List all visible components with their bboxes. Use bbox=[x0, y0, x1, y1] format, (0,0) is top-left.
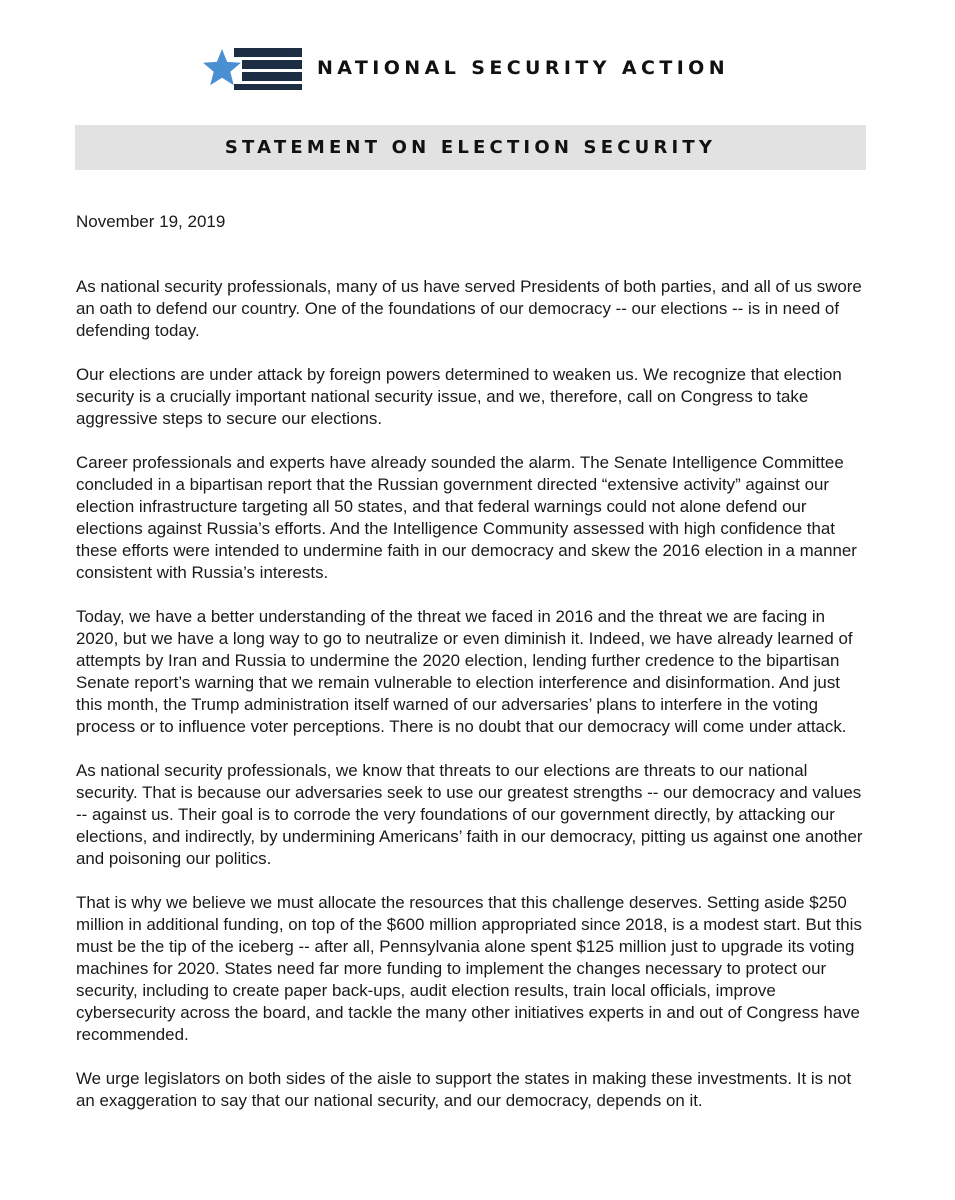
logo-stripe-top bbox=[234, 48, 302, 57]
logo-stripe-lower bbox=[242, 72, 302, 81]
paragraph: As national security professionals, we know that threats to our elections are threats to our national security. That is because our adversaries seek to use our greatest strengths -- our democracy and values -- against us. Their goal is to corrode the very foundations of our government directly, by attacking our elections, and indirectly, by undermining Americans’ faith in our democracy, pitting us against one another and poisoning our politics. bbox=[76, 761, 863, 868]
paragraph: We urge legislators on both sides of the aisle to support the states in making these investments. It is not an exaggeration to say that our national security, and our democracy, depends on it. bbox=[76, 1069, 852, 1110]
title-bar bbox=[75, 125, 866, 170]
star-stripes-logo-icon bbox=[200, 46, 304, 92]
statement-body bbox=[76, 276, 868, 1134]
paragraph: Our elections are under attack by foreign powers determined to weaken us. We recognize that election security is a crucially important national security issue, and we, therefore, call on Congress to take aggressive steps to secure our elections. bbox=[76, 365, 842, 428]
logo-stripe-upper bbox=[242, 60, 302, 69]
statement-date: November 19, 2019 bbox=[76, 212, 226, 231]
header bbox=[0, 46, 955, 92]
paragraph: Today, we have a better understanding of the threat we faced in 2016 and the threat we are facing in 2020, but we have a long way to go to neutralize or even diminish it. Indeed, we have already learned of attempts by Iran and Russia to undermine the 2020 election, lending further credence to the bipartisan Senate report’s warning that we remain vulnerable to election interference and disinformation. And just this month, the Trump administration itself warned of our adversaries’ plans to interfere in the voting process or to influence voter perceptions. There is no doubt that our democracy will come under attack. bbox=[76, 607, 853, 736]
paragraph: Career professionals and experts have already sounded the alarm. The Senate Intelligence Committee concluded in a bipartisan report that the Russian government directed “extensive activity” against our election infrastructure targeting all 50 states, and that federal warnings could not alone defend our elections against Russia’s efforts. And the Intelligence Community assessed with high confidence that these efforts were intended to undermine faith in our democracy and skew the 2016 election in a manner consistent with Russia’s interests. bbox=[76, 453, 857, 582]
paragraph: As national security professionals, many of us have served Presidents of both parties, and all of us swore an oath to defend our country. One of the foundations of our democracy -- our elections -- is in need of defending today. bbox=[76, 277, 862, 340]
logo-stripe-bottom bbox=[234, 84, 302, 90]
org-name: NATIONAL SECURITY ACTION bbox=[317, 57, 730, 79]
paragraph: That is why we believe we must allocate the resources that this challenge deserves. Setting aside $250 million in additional funding, on top of the $600 million appropriated since 2018, is a modest start. But this must be the tip of the iceberg -- after all, Pennsylvania alone spent $125 million just to upgrade its voting machines for 2020. States need far more funding to implement the changes necessary to protect our security, including to create paper back-ups, audit election results, train local officials, improve cybersecurity across the board, and tackle the many other initiatives experts in and out of Congress have recommended. bbox=[76, 893, 862, 1044]
page-title: STATEMENT ON ELECTION SECURITY bbox=[224, 137, 717, 158]
